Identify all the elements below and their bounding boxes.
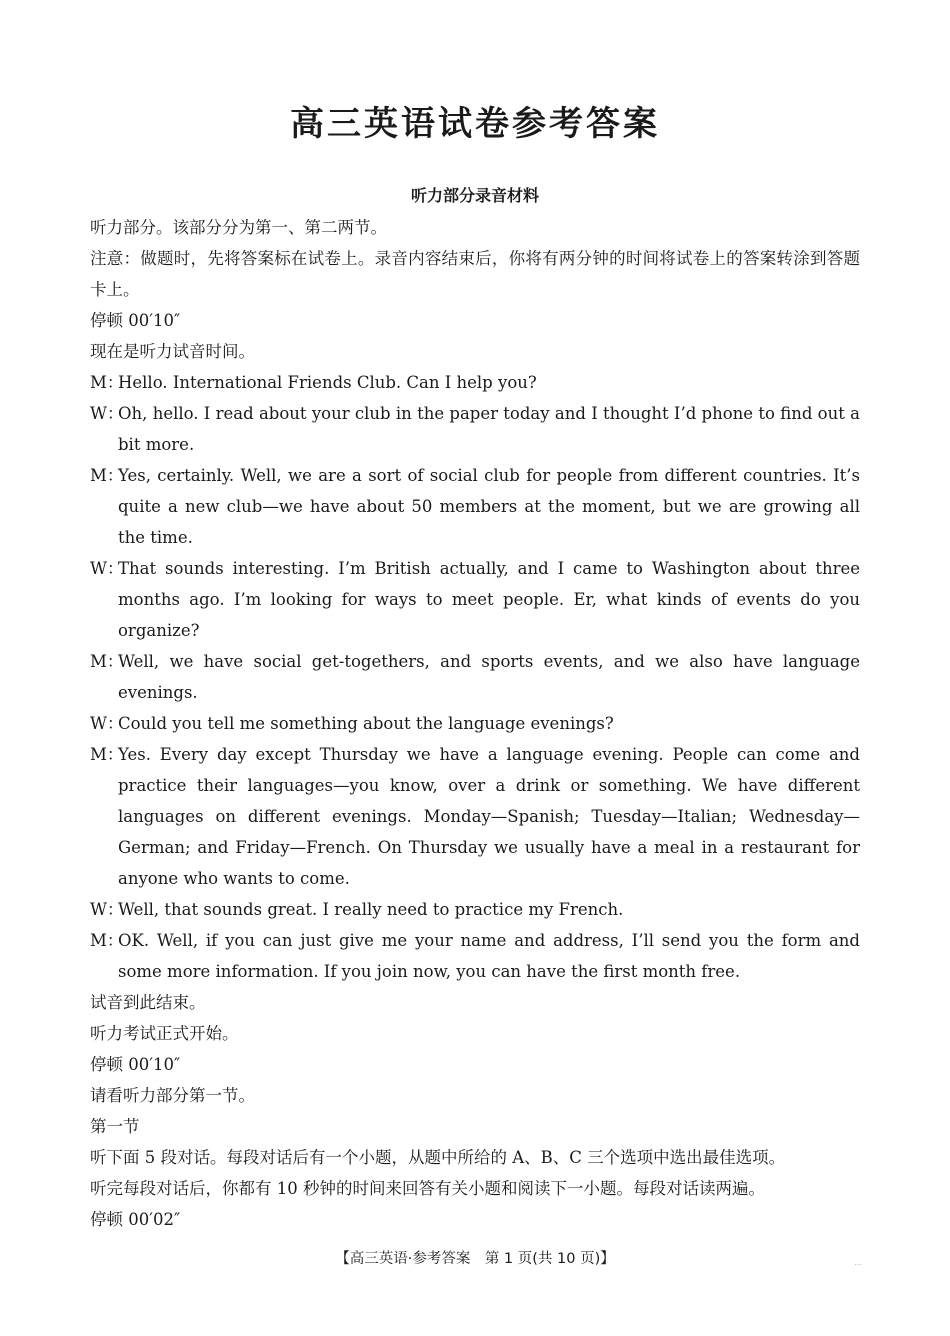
paragraph-text: 现在是听力试音时间。 — [90, 342, 255, 361]
paragraph-text: Yes, certainly. Well, we are a sort of social club for people from different countries. It’s quite a new club—we have about 50 members at the moment, but we are growing all the time. — [118, 466, 860, 547]
paragraph-text: 注意：做题时，先将答案标在试卷上。录音内容结束后，你将有两分钟的时间将试卷上的答案转涂到答题卡上。 — [90, 249, 860, 299]
speaker-label: W： — [90, 559, 124, 578]
page-title: 高三英语试卷参考答案 — [290, 104, 660, 144]
transcript-paragraph — [90, 1049, 860, 1080]
paragraph-text: Oh, hello. I read about your club in the paper today and I thought I’d phone to find out a bit more. — [118, 404, 860, 454]
paragraph-text: 停顿 00′10″ — [90, 311, 181, 330]
paragraph-text: 请看听力部分第一节。 — [90, 1086, 255, 1105]
dialogue-line — [90, 646, 860, 708]
transcript-paragraph — [90, 336, 860, 367]
paragraph-text: Yes. Every day except Thursday we have a language evening. People can come and practice their languages—you know, over a drink or something. We have different languages on different evenings. Monday—Spanish; Tuesday—Italian; Wednesday—German; and Friday—French. On Thursday we usually have a meal in a restaurant for anyone who wants to come. — [118, 745, 860, 888]
paragraph-text: OK. Well, if you can just give me your name and address, I’ll send you the form and some more information. If you join now, you can have the first month free. — [118, 931, 860, 981]
speaker-label: W： — [90, 900, 124, 919]
transcript-paragraph — [90, 1018, 860, 1049]
speaker-label: M： — [90, 373, 124, 392]
corner-mark: ... — [854, 1258, 862, 1267]
dialogue-line — [90, 708, 860, 739]
transcript-paragraph — [90, 305, 860, 336]
page-footer: 【高三英语·参考答案 第 1 页(共 10 页)】 — [335, 1251, 615, 1267]
transcript-paragraph — [90, 1080, 860, 1111]
transcript-body — [90, 212, 860, 1235]
dialogue-line — [90, 925, 860, 987]
speaker-label: M： — [90, 652, 124, 671]
dialogue-line — [90, 367, 860, 398]
section-heading: 听力部分录音材料 — [410, 186, 539, 205]
paragraph-text: Well, we have social get-togethers, and sports events, and we also have language evenings. — [118, 652, 860, 702]
dialogue-line — [90, 553, 860, 646]
paragraph-text: 停顿 00′02″ — [90, 1210, 181, 1229]
speaker-label: M： — [90, 466, 124, 485]
dialogue-line — [90, 460, 860, 553]
dialogue-line — [90, 398, 860, 460]
paragraph-text: Hello. International Friends Club. Can I help you? — [118, 373, 537, 392]
paragraph-text: Well, that sounds great. I really need to practice my French. — [118, 900, 624, 919]
transcript-paragraph — [90, 987, 860, 1018]
speaker-label: M： — [90, 745, 124, 764]
paragraph-text: 第一节 — [90, 1117, 140, 1136]
transcript-paragraph — [90, 1204, 860, 1235]
paragraph-text: 听完每段对话后，你都有 10 秒钟的时间来回答有关小题和阅读下一小题。每段对话读两遍。 — [90, 1179, 765, 1198]
paragraph-text: That sounds interesting. I’m British actually, and I came to Washington about three months ago. I’m looking for ways to meet people. Er, what kinds of events do you organize? — [118, 559, 860, 640]
paragraph-text: Could you tell me something about the language evenings? — [118, 714, 614, 733]
paragraph-text: 听力部分。该部分分为第一、第二两节。 — [90, 218, 387, 237]
paragraph-text: 停顿 00′10″ — [90, 1055, 181, 1074]
transcript-paragraph — [90, 1142, 860, 1173]
transcript-paragraph — [90, 1173, 860, 1204]
paragraph-text: 试音到此结束。 — [90, 993, 206, 1012]
transcript-paragraph — [90, 1111, 860, 1142]
paragraph-text: 听力考试正式开始。 — [90, 1024, 239, 1043]
speaker-label: M： — [90, 931, 124, 950]
dialogue-line — [90, 894, 860, 925]
transcript-paragraph — [90, 243, 860, 305]
paragraph-text: 听下面 5 段对话。每段对话后有一个小题，从题中所给的 A、B、C 三个选项中选出最佳选项。 — [90, 1148, 786, 1167]
dialogue-line — [90, 739, 860, 894]
transcript-paragraph — [90, 212, 860, 243]
speaker-label: W： — [90, 714, 124, 733]
speaker-label: W： — [90, 404, 124, 423]
